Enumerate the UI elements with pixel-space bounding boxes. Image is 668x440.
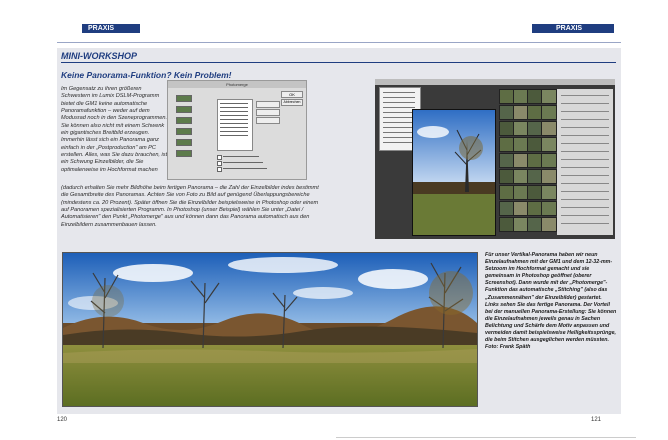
thumbnail [541, 105, 557, 120]
thumbnail [541, 169, 557, 184]
cancel-button: Abbrechen [281, 99, 303, 106]
page-number-left: 120 [57, 417, 68, 423]
photomerge-dialog-screenshot [167, 80, 307, 180]
blend-checkbox [217, 155, 222, 160]
thumbnail [541, 89, 557, 104]
thumbnail [541, 153, 557, 168]
layout-thumb [176, 128, 192, 135]
thumbnail [541, 185, 557, 200]
box-title: MINI-WORKSHOP [61, 51, 137, 61]
thumbnail [541, 137, 557, 152]
layout-thumb [176, 139, 192, 146]
thumbnail [541, 217, 557, 232]
box-title-rule [61, 62, 616, 63]
photo-caption: Für unser Vertikal-Panorama haben wir neun Einzelaufnahmen mit der GM1 und dem 12-32-mm-Setzoom im Hochformat gemacht und sie gemeinsam in Photoshop geöffnet (oberer Screenshot). Dann wurde mit der „Photomerge"-Funktion das automatische „Stitching" (also das „Zusammennähen" der Einzelbilder) gestartet. Links sehen Sie das fertige Panorama. Der Vorteil bei der manuellen Panorama-Erstellung: Sie können die Einzelaufnahmen jeweils genau in Sachen Belichtung und Schärfe dem Motiv anpassen und vermeiden damit beispielsweise Helligkeitssprünge, die beim Stitchen ausgeglichen werden müssten. Foto: Frank Späth [485, 252, 617, 351]
layout-thumb [176, 106, 192, 113]
section-tab-right: PRAXIS [532, 24, 614, 33]
footer-rule [336, 437, 636, 438]
layout-thumb [176, 95, 192, 102]
bridge-menubar [375, 79, 615, 85]
headline: Keine Panorama-Funktion? Kein Problem! [61, 70, 232, 80]
browse-button [256, 101, 280, 108]
source-file-list [217, 99, 253, 151]
layout-thumb [176, 117, 192, 124]
dialog-title: Photomerge [168, 81, 306, 88]
body-text-wide: (dadurch erhalten Sie mehr Bildhöhe beim fertigen Panorama – die Zahl der Einzelbilder indes bestimmt die Gesamtbreite des Panoramas. Achten Sie von Foto zu Bild auf genügend Überlappungsbereiche (mindestens ca. 20 Prozent). Später öffnen Sie die Einzelbilder beispielsweise in Photoshop oder einem auf Panoramen spezialisierten Programm. In Photoshop (unser Beispiel) wählen Sie unter „Datei / Automatisieren" den Punkt „Photomerge" aus und können dann das Panorama automatisch aus den Einzelbildern zusammenbauen lassen. [61, 185, 319, 228]
metadata-panel [557, 89, 613, 235]
remove-button [256, 109, 280, 116]
panorama-photo [62, 252, 478, 407]
add-open-files-button [256, 117, 280, 124]
preview-photo [412, 109, 496, 236]
distortion-checkbox [217, 167, 222, 172]
header-rule-right [336, 42, 621, 43]
layout-thumb [176, 150, 192, 157]
bridge-screenshot [375, 79, 615, 239]
ok-button: OK [281, 91, 303, 98]
body-text-narrow: Im Gegensatz zu ihren größeren Schwestern im Lumix DSLM-Programm bietet die GM1 keine automatische Panoramafunktion – weder auf dem Modusrad noch in den Szeneprogrammen. Sie können also nicht mit einem Schwenk ein gigantisches Breitbild erzeugen. Immerhin lässt sich ein Panorama ganz einfach in der „Postproduction" am PC erstellen. Alles, was Sie dazu brauchen, ist ein Schwung Einzelbilder, die Sie optimalerweise im Hochformat machen [61, 86, 168, 173]
thumbnail [541, 201, 557, 216]
section-tab-left: PRAXIS [82, 24, 140, 33]
thumbnail [541, 121, 557, 136]
header-rule-left [57, 42, 344, 43]
page-number-right: 121 [591, 417, 602, 423]
vignette-checkbox [217, 161, 222, 166]
